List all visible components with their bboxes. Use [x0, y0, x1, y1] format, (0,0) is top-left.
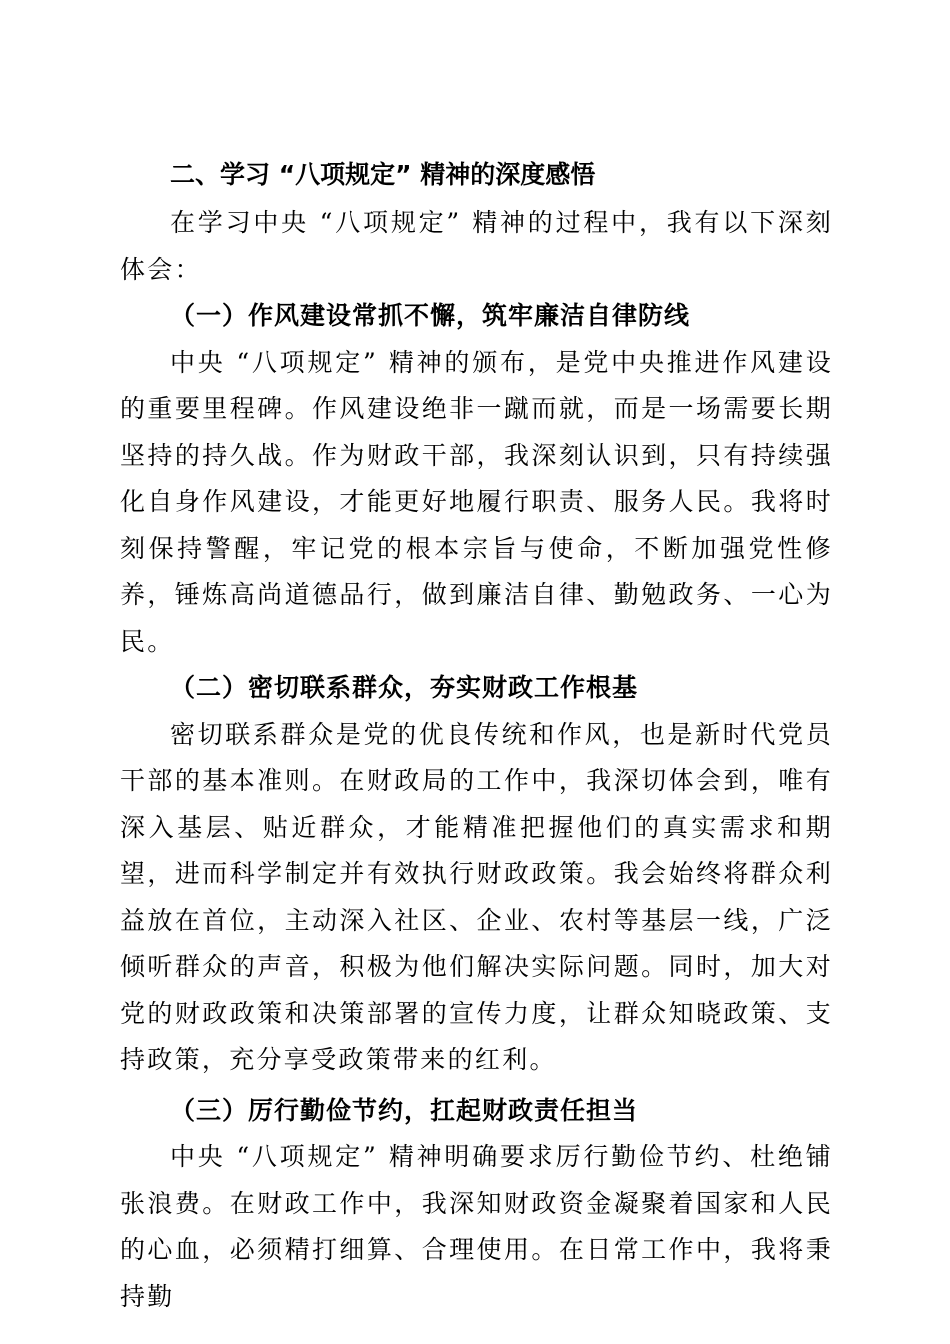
subsection-heading-2: （二）密切联系群众，夯实财政工作根基 — [170, 673, 639, 702]
subsection-body-3: 中央 “八项规定” 精神明确要求厉行勤俭节约、杜绝铺张浪费。在财政工作中，我深知财政资金凝聚着国家和人民的心血，必须精打细算、合理使用。在日常工作中，我将秉持勤 — [120, 1142, 833, 1311]
document-page — [120, 150, 833, 1320]
subsection-heading-1: （一）作风建设常抓不懈，筑牢廉洁自律防线 — [170, 301, 691, 330]
subsection-body-1: 中央 “八项规定” 精神的颁布，是党中央推进作风建设的重要里程碑。作风建设绝非一蹴而就，而是一场需要长期坚持的持久战。作为财政干部，我深刻认识到，只有持续强化自身作风建设，才能更好地履行职责、服务人民。我将时刻保持警醒，牢记党的根本宗旨与使命，不断加强党性修养，锤炼高尚道德品行，做到廉洁自律、勤勉政务、一心为民。 — [120, 347, 833, 656]
subsection-heading-3: （三）厉行勤俭节约，扛起财政责任担当 — [170, 1095, 639, 1125]
intro-paragraph: 在学习中央 “八项规定” 精神的过程中，我有以下深刻体会： — [120, 208, 833, 284]
section-title: 二、学习 “八项规定” 精神的深度感悟 — [170, 160, 596, 189]
subsection-body-2: 密切联系群众是党的优良传统和作风，也是新时代党员干部的基本准则。在财政局的工作中，我深切体会到，唯有深入基层、贴近群众，才能精准把握他们的真实需求和期望，进而科学制定并有效执行财政政策。我会始终将群众利益放在首位，主动深入社区、企业、农村等基层一线，广泛倾听群众的声音，积极为他们解决实际问题。同时，加大对党的财政政策和决策部署的宣传力度，让群众知晓政策、支持政策，充分享受政策带来的红利。 — [120, 719, 833, 1074]
